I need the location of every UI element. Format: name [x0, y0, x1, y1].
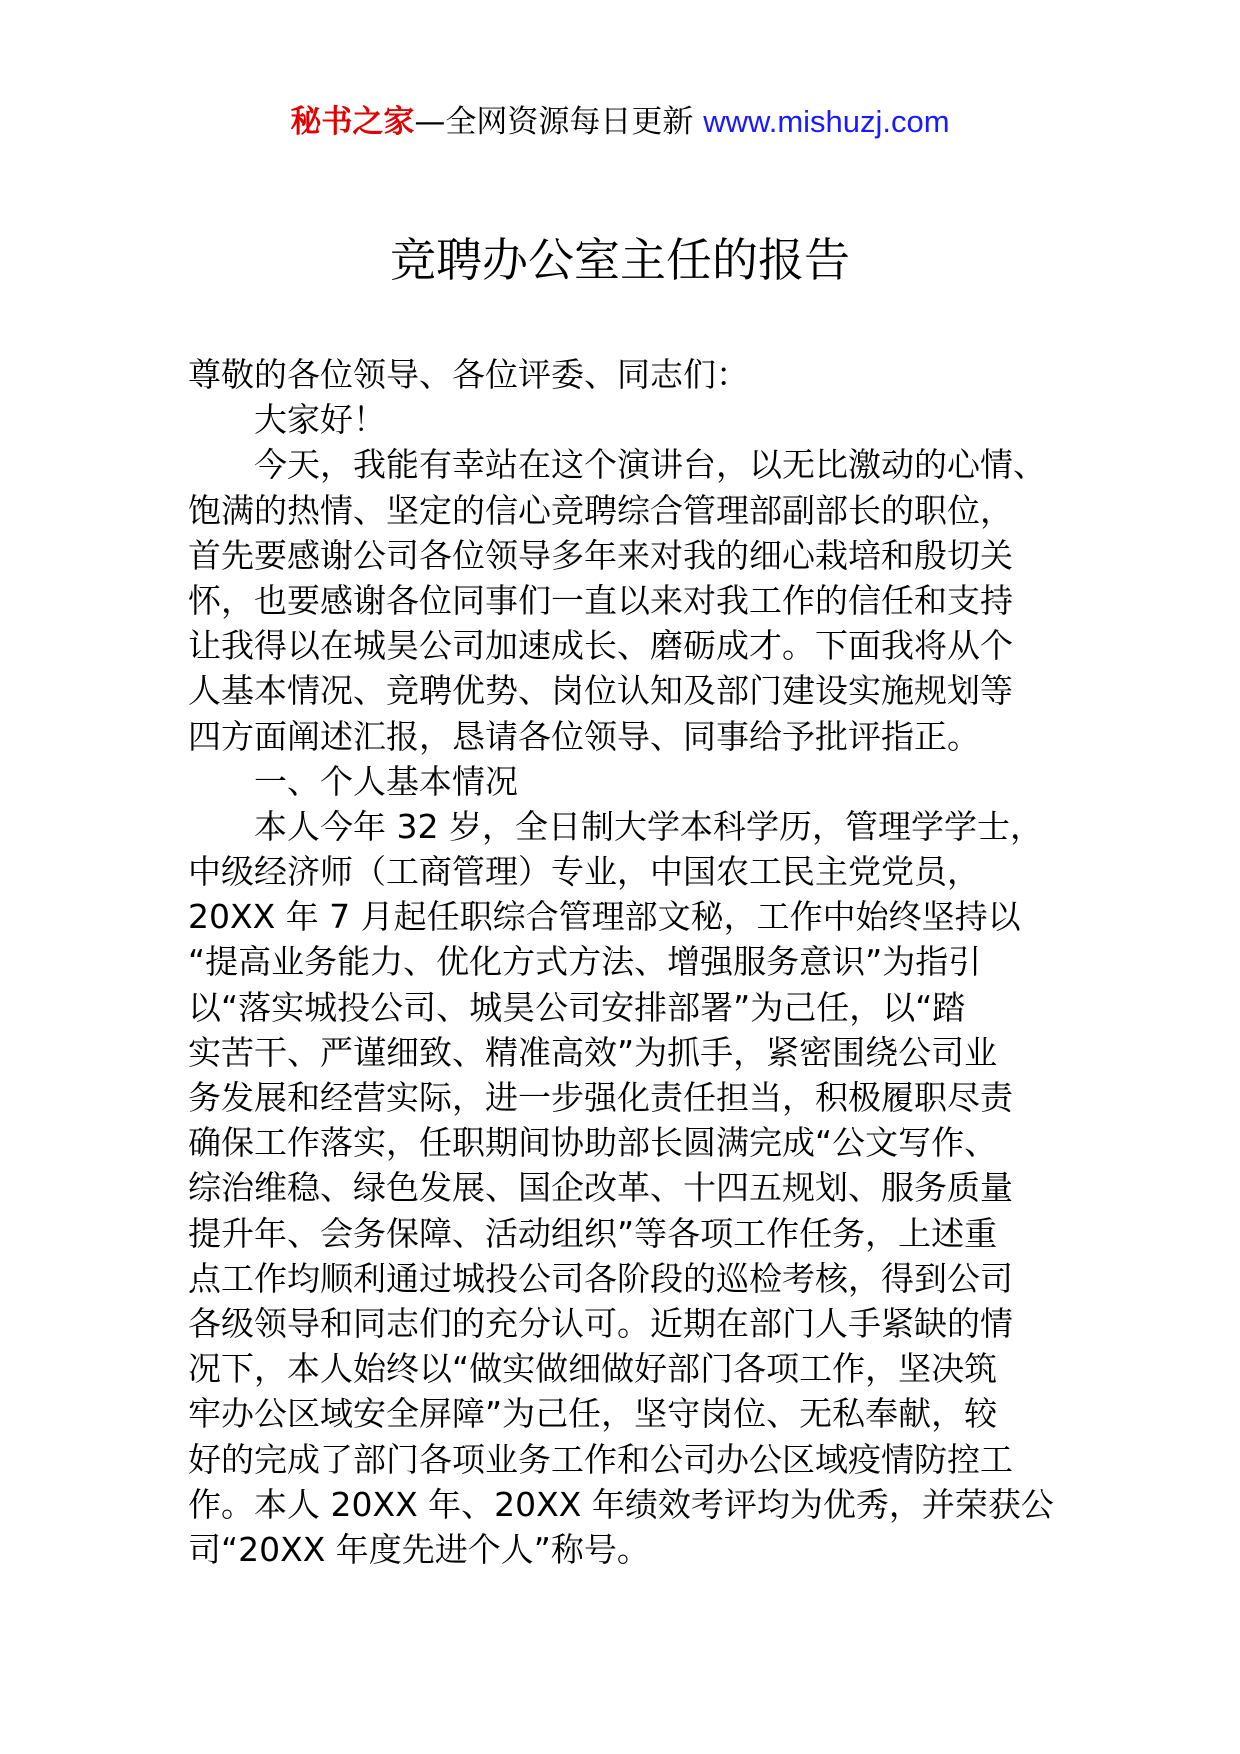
body-line: 大家好！ [254, 400, 386, 440]
body-line: 况下，本人始终以“做实做细做好部门各项工作，坚决筑 [188, 1349, 998, 1389]
body-line: 以“落实城投公司、城昊公司安排部署”为己任，以“踏 [188, 987, 966, 1027]
body-line: 提升年、会务保障、活动组织”等各项工作任务，上述重 [188, 1213, 998, 1253]
body-line: 20XX 年 7 月起任职综合管理部文秘，工作中始终坚持以 [188, 897, 1021, 937]
body-line: 首先要感谢公司各位领导多年来对我的细心栽培和殷切关 [188, 535, 1013, 575]
body-line: 司“20XX 年度先进个人”称号。 [188, 1529, 650, 1569]
body-line: “提高业务能力、优化方式方法、增强服务意识”为指引 [188, 942, 982, 982]
body-line: 让我得以在城昊公司加速成长、磨砺成才。下面我将从个 [188, 626, 1013, 666]
body-line: 好的完成了部门各项业务工作和公司办公区域疫情防控工 [188, 1439, 1013, 1479]
body-line: 作。本人 20XX 年、20XX 年绩效考评均为优秀，并荣获公 [188, 1484, 1054, 1524]
site-header [0, 100, 1240, 144]
body-line: 本人今年 32 岁，全日制大学本科学历，管理学学士， [254, 806, 1043, 846]
document-body [188, 352, 1088, 1572]
site-url[interactable]: www.mishuzj.com [703, 104, 950, 139]
body-line: 牢办公区域安全屏障”为己任，坚守岗位、无私奉献，较 [188, 1394, 998, 1434]
body-line: 综治维稳、绿色发展、国企改革、十四五规划、服务质量 [188, 1168, 1013, 1208]
body-line: 务发展和经营实际，进一步强化责任担当，积极履职尽责 [188, 1078, 1013, 1117]
body-line: 点工作均顺利通过城投公司各阶段的巡检考核，得到公司 [188, 1258, 1013, 1298]
site-slogan: —全网资源每日更新 [414, 104, 694, 140]
body-line: 一、个人基本情况 [254, 761, 518, 801]
body-line: 人基本情况、竞聘优势、岗位认知及部门建设实施规划等 [188, 671, 1013, 711]
body-line: 饱满的热情、坚定的信心竞聘综合管理部副部长的职位， [188, 490, 1013, 530]
site-brand: 秘书之家 [290, 104, 415, 140]
body-line: 怀，也要感谢各位同事们一直以来对我工作的信任和支持 [188, 580, 1013, 620]
body-line: 四方面阐述汇报，恳请各位领导、同事给予批评指正。 [188, 716, 980, 756]
body-line: 今天，我能有幸站在这个演讲台，以无比激动的心情、 [254, 445, 1046, 485]
document-title: 竞聘办公室主任的报告 [390, 233, 850, 287]
body-line: 各级领导和同志们的充分认可。近期在部门人手紧缺的情 [188, 1303, 1013, 1343]
body-line: 确保工作落实，任职期间协助部长圆满完成“公文写作、 [188, 1123, 998, 1163]
body-line: 尊敬的各位领导、各位评委、同志们： [188, 355, 749, 394]
body-line: 中级经济师（工商管理）专业，中国农工民主党党员， [188, 852, 980, 892]
body-line: 实苦干、严谨细致、精准高效”为抓手，紧密围绕公司业 [188, 1032, 998, 1072]
